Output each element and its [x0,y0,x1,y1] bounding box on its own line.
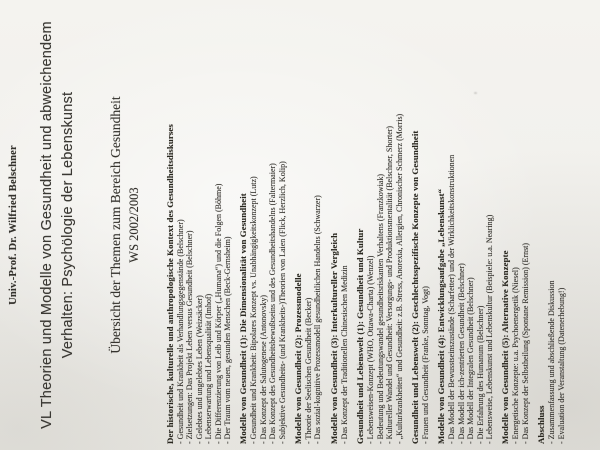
list-item: - Das Modell der Bewusstseinszustände (Scharfetter) und der Wirklichkeitskonstruktionen [447,154,457,444]
section-heading: Modelle von Gesundheit (4): Entwicklungsaufgabe „Lebenskunst“ [436,188,447,444]
section [293,6,323,444]
list-item: - Zielsetzungen: Das Projekt Leben versus Gesundheit (Belschner) [185,230,195,444]
section-heading: Modelle von Gesundheit (3): Interkultureller Vergleich [328,232,339,444]
section-items [340,6,349,444]
section [165,6,232,444]
list-item: - Gelebtes und ungelebtes Leben (Weizsäcker) [194,295,204,444]
list-item: - Das sozial-kognitive Prozessmodell gesundheitlichen Handelns (Schwarzer) [313,195,323,444]
list-item: - Bedeutung und Bedeutungswandel gesundheitsriskanten Verhaltens (Franzkowiak) [375,173,385,444]
section-items [176,6,232,444]
lecture-title-line-2: Verhalten: Psychölogie der Lebenskunst [60,91,76,359]
section-items [304,6,323,444]
overview-subtitle: Übersicht der Themen zum Bereich Gesundheit [108,96,123,354]
list-item: - Das Modell der Integralen Gesundheit (Belschner) [466,277,476,444]
section [500,6,530,444]
section [329,6,349,444]
list-item: - Gesundheit und Krankheit: Bipolares Konzept vs. Unabhängigkeitskonzept (Lutz) [249,176,259,444]
lecture-title [37,6,79,444]
section-items [249,6,287,444]
section [355,6,404,444]
topic-sections [165,6,566,444]
list-item: - Subjektive Gesundheits- (und Krankheits-)Theorien von Laien (Flick, Herzlich, Kolip) [277,161,287,444]
section [536,6,566,444]
list-item: - Die Differenzierung von Leib und Körper („Humana“) und die Folgen (Böhme) [213,183,223,444]
list-item: - Das Konzept der Traditionellen Chinesischen Medizin [339,265,349,444]
section [436,6,494,444]
list-item: - „Kulturkrankheiten“ und Gesundheit: z.B. Stress, Anorexia, Allergien, Chronischer Schmerz (Morris) [394,113,404,444]
list-item: - Der Traum vom neuen, gesunden Menschen (Beck-Gernsheim) [223,236,233,444]
list-item: - Lebensweisen-Konzept (WHO, Ottawa-Charta) (Wenzel) [366,255,376,444]
list-item: - Theorie der Seelischen Gesundheit (Becker) [304,297,314,444]
list-item: - Zusammenfassung und abschließende Diskussion [547,280,557,444]
section-items [421,6,430,444]
list-item: - Lebensweise, Lebenskunst und Lebenskultur (Beispiele: u.a. Nearing) [484,214,494,444]
section-heading: Gesundheit und Lebenswelt (2): Geschlechtsspezifische Konzepte von Gesundheit [409,130,420,444]
author-line: Univ.-Prof. Dr. Wilfried Belschner [8,145,19,305]
list-item: - Evaluation der Veranstaltung (Datenerhebung!) [556,287,566,444]
list-item: - Gesundheit und Krankheit als Verhandlungsgegenstände (Belschner) [176,219,185,444]
section-items [366,6,404,444]
list-item: - Das Modell der ich-zentrierten Gesundheit (Belschner) [456,263,466,444]
section [238,6,287,444]
section-heading: Gesundheit und Lebenswelt (1): Gesundheit und Kultur [355,228,366,444]
section-items [547,6,566,444]
list-item: - Die Erfahrung des Humanum (Belschner) [475,305,485,444]
term-label: WS 2002/2003 [127,187,141,263]
section-items [447,6,494,444]
scan-speck [474,92,477,94]
list-item: - Das Konzept der Salutogenese (Antonovsky) [258,294,268,444]
list-item: - Lebenserwartung und Lebensqualität (Imhof) [204,293,214,444]
list-item: - Das Konzept des Gesundheitsbewußtseins und des Gesundheitshandelns (Faltermaier) [268,163,278,444]
list-item: - Das Konzept der Selbstheilung (Spontane Remission) (Ernst) [520,242,530,444]
section-items [511,6,530,444]
section-heading: Abschluss [536,405,547,444]
list-item: - Kultureller Wandel und Gesundheit: Versorgungs- und Produktionsmentalität (Belschner, Shorter) [385,125,395,444]
section-heading: Modelle von Gesundheit (1): Die Dimensionalität von Gesundheit [238,193,249,444]
section-heading: Der historische, kulturelle und anthropologische Kontext des Gesundheitsdiskurses [165,124,175,444]
section-heading: Modelle von Gesundheit (2): Prozessmodelle [293,273,304,444]
section [410,6,430,444]
list-item: - Frauen und Gesundheit (Franke, Sonntag, Vogt) [420,286,430,444]
lecture-title-line-1: VL Theorien und Modelle von Gesundheit und abweichendem [39,21,55,429]
list-item: - Energetische Konzepte: u.a. Psychoenergetik (Niesel) [511,267,521,444]
section-heading: Modelle von Gesundheit (5): Alternative Konzepte [500,250,511,444]
